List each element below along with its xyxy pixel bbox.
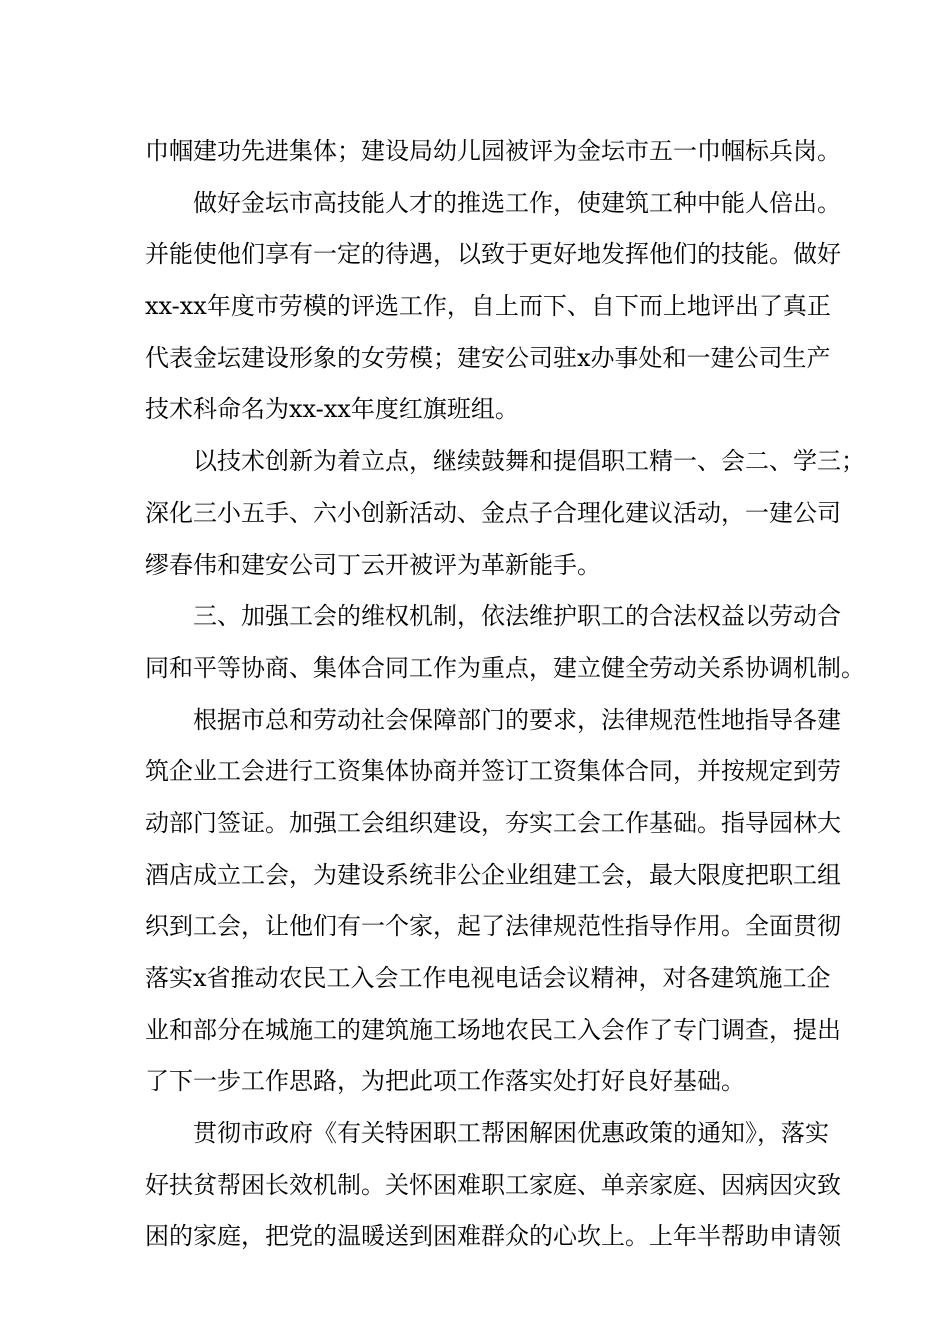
text-line: 以技术创新为着立点，继续鼓舞和提倡职工精一、会二、学三； — [193, 447, 865, 476]
text-line: 动部门签证。加强工会组织建设，夯实工会工作基础。指导园林大 — [145, 808, 841, 837]
text-line: 筑企业工会进行工资集体协商并签订工资集体合同，并按规定到劳 — [145, 757, 841, 786]
text-line: 落实x省推动农民工入会工作电视电话会议精神，对各建筑施工企 — [145, 964, 831, 992]
text-line: 同和平等协商、集体合同工作为重点，建立健全劳动关系协调机制。 — [145, 653, 865, 682]
text-line: 根据市总和劳动社会保障部门的要求，法律规范性地指导各建 — [193, 705, 841, 734]
text-line: 技术科命名为xx-xx年度红旗班组。 — [145, 395, 519, 424]
text-line: 织到工会，让他们有一个家，起了法律规范性指导作用。全面贯彻 — [145, 912, 841, 941]
text-line: 代表金坛建设形象的女劳模；建安公司驻x办事处和一建公司生产 — [145, 343, 831, 372]
text-line: 困的家庭，把党的温暖送到困难群众的心坎上。上年半帮助申请领 — [145, 1222, 841, 1251]
text-line: 深化三小五手、六小创新活动、金点子合理化建议活动，一建公司 — [145, 498, 841, 527]
text-line: 好扶贫帮困长效机制。关怀困难职工家庭、单亲家庭、因病因灾致 — [145, 1170, 841, 1199]
text-line: 做好金坛市高技能人才的推选工作，使建筑工种中能人倍出。 — [193, 188, 841, 217]
text-line: 三、加强工会的维权机制，依法维护职工的合法权益以劳动合 — [193, 602, 841, 631]
text-line: 巾帼建功先进集体；建设局幼儿园被评为金坛市五一巾帼标兵岗。 — [145, 137, 841, 165]
text-line: 业和部分在城施工的建筑施工场地农民工入会作了专门调查，提出 — [145, 1015, 841, 1044]
text-line: 了下一步工作思路，为把此项工作落实处打好良好基础。 — [145, 1067, 745, 1096]
text-line: 并能使他们享有一定的待遇，以致于更好地发挥他们的技能。做好 — [145, 240, 841, 269]
text-line: 酒店成立工会，为建设系统非公企业组建工会，最大限度把职工组 — [145, 860, 841, 889]
document-page — [145, 126, 865, 1263]
text-line: xx-xx年度市劳模的评选工作，自上而下、自下而上地评出了真正 — [145, 292, 831, 321]
text-line: 缪春伟和建安公司丁云开被评为革新能手。 — [145, 550, 601, 579]
text-line: 贯彻市政府《有关特困职工帮困解困优惠政策的通知》，落实 — [193, 1119, 829, 1148]
